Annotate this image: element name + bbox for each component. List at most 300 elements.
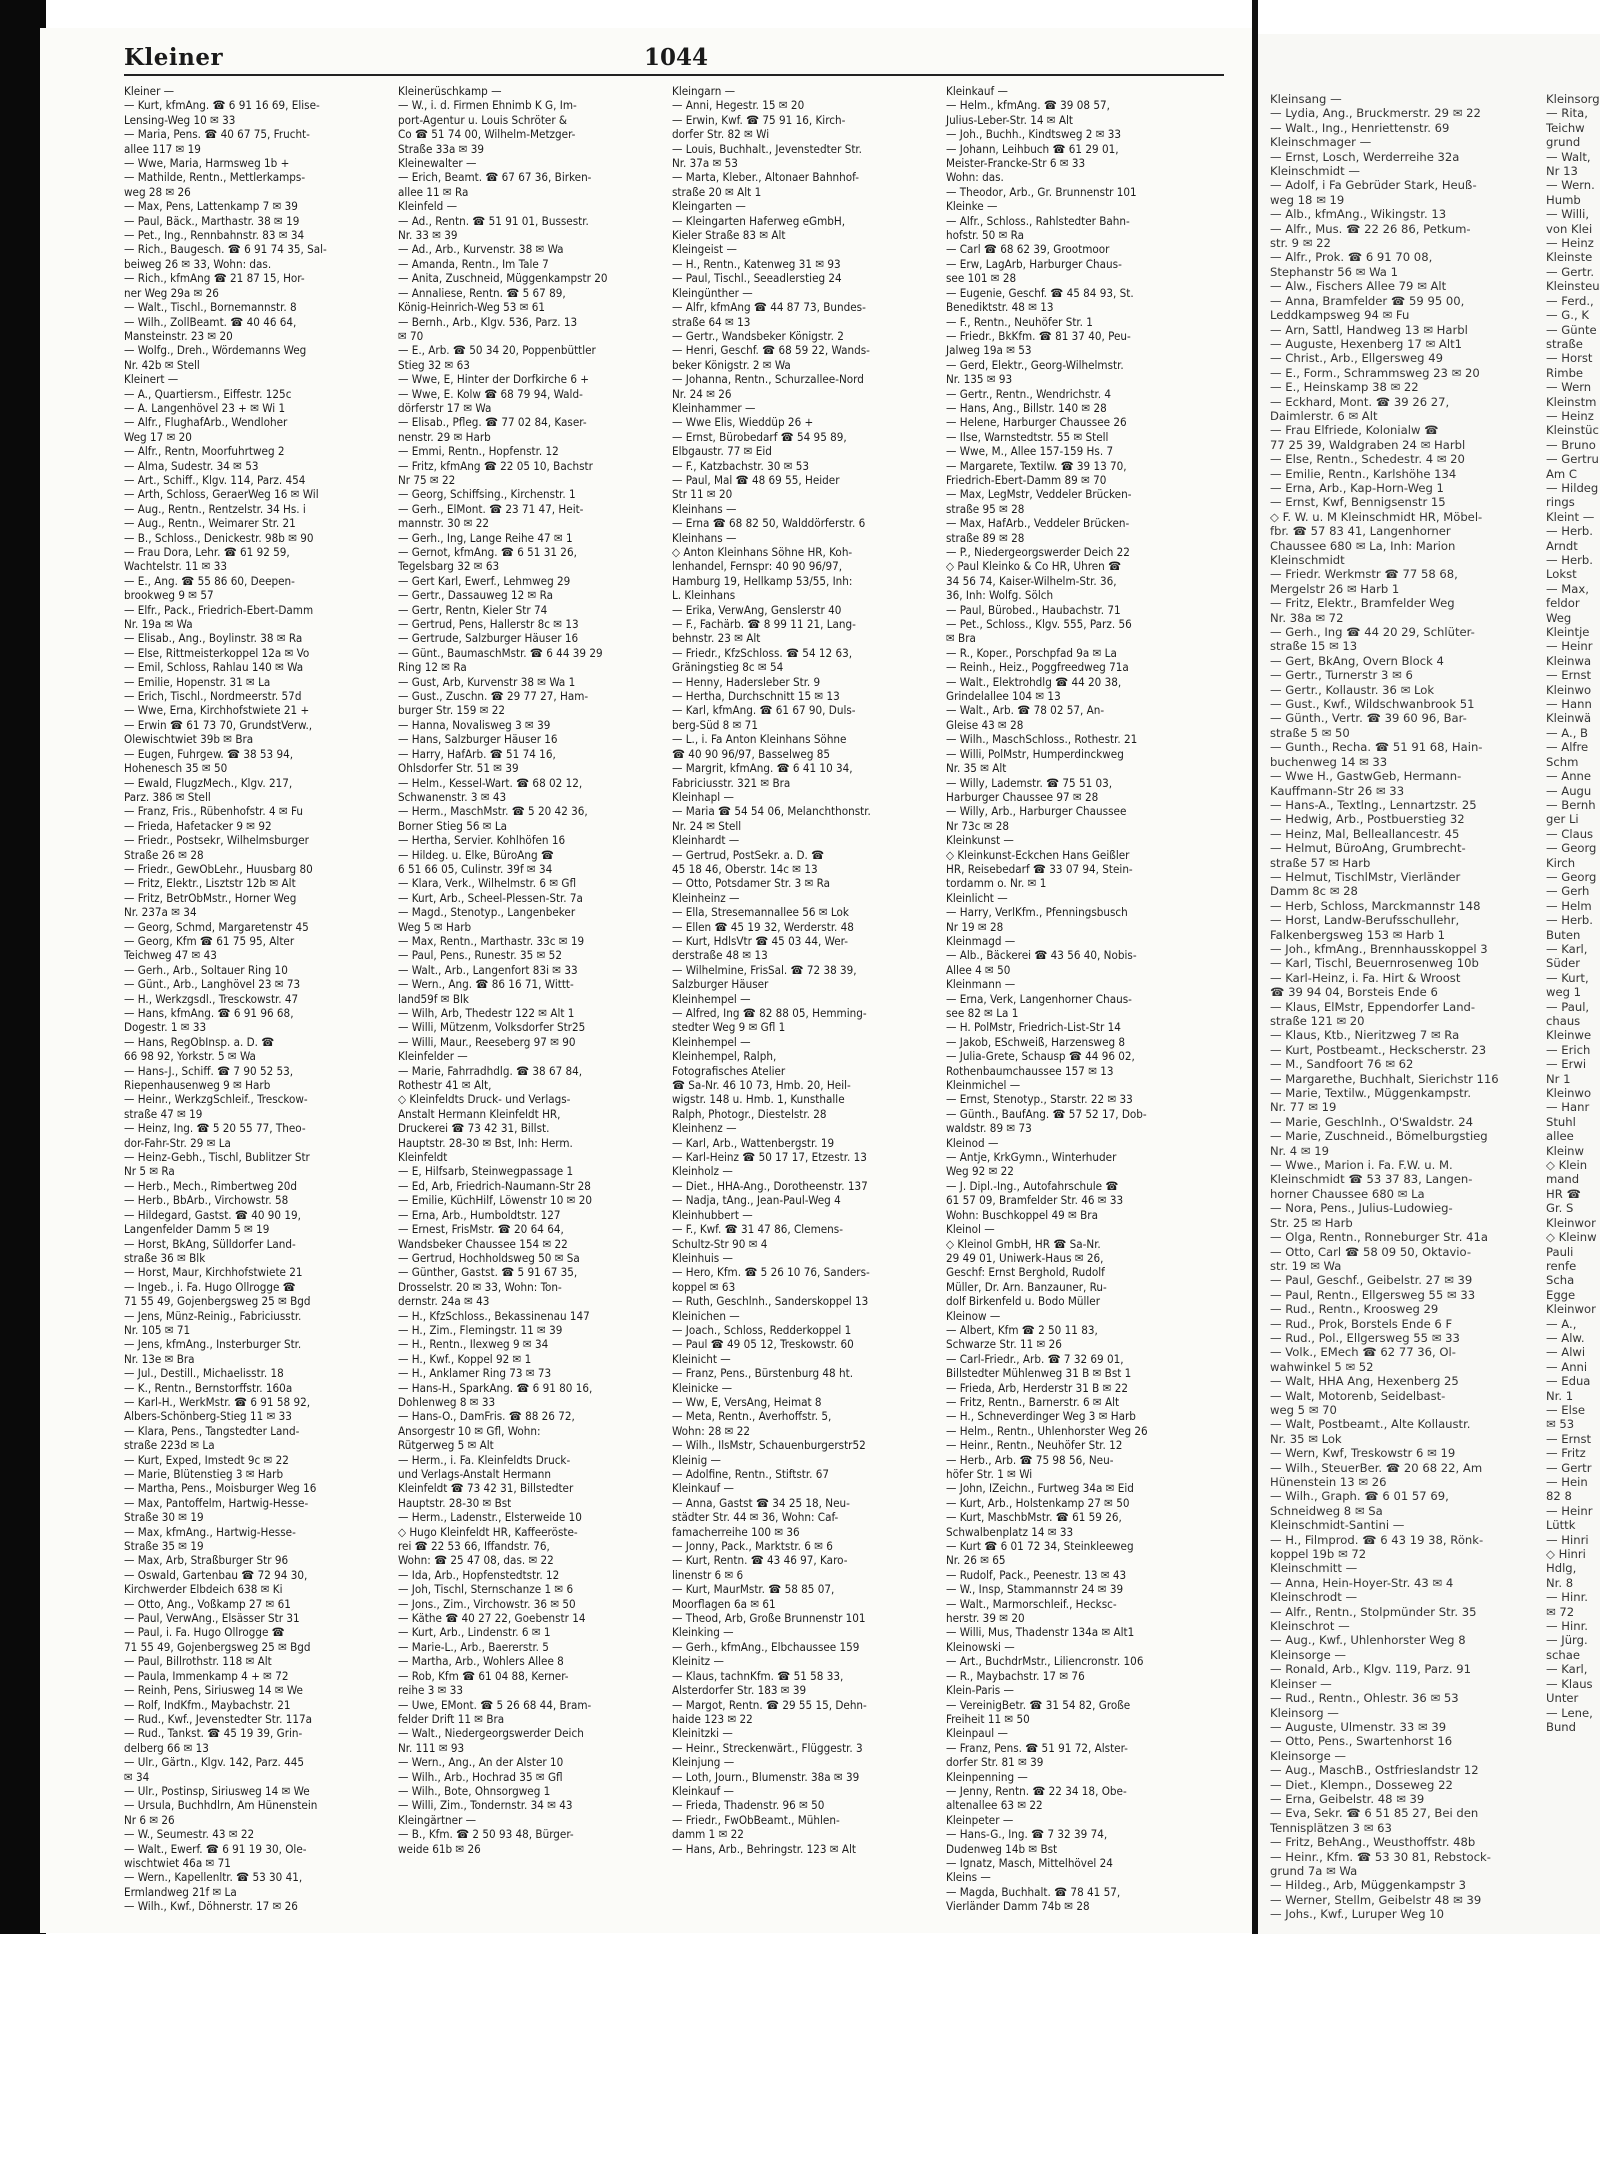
directory-entry: — Wern, Kwf, Treskowstr 6 ✉ 19 xyxy=(1270,1446,1456,1461)
directory-entry: derstraße 48 ✉ 13 xyxy=(672,948,768,963)
directory-entry: Parz. 386 ✉ Stell xyxy=(124,789,211,804)
directory-entry: — Volk., EMech ☎ 62 77 36, Ol- xyxy=(1270,1345,1456,1360)
directory-entry: haide 123 ✉ 22 xyxy=(672,1711,753,1726)
directory-entry: Anstalt Hermann Kleinfeldt HR, xyxy=(398,1106,561,1121)
directory-entry: 77 25 39, Waldgraben 24 ✉ Harbl xyxy=(1270,437,1466,452)
directory-entry: — Ulr., Postinsp, Siriusweg 14 ✉ We xyxy=(124,1783,310,1798)
directory-entry: — F., Rentn., Neuhöfer Str. 1 xyxy=(946,314,1093,329)
directory-entry: — Paul, Billrothstr. 118 ✉ Alt xyxy=(124,1654,272,1669)
directory-entry: Schwalbenplatz 14 ✉ 33 xyxy=(946,1524,1074,1539)
directory-entry: — Heinr., WerkzgSchleif., Tresckow- xyxy=(124,1092,308,1107)
directory-entry: — Herb., Mech., Rimbertweg 20d xyxy=(124,1178,298,1193)
directory-entry: Kleinw xyxy=(1546,1143,1585,1158)
directory-entry: — Rud., Kwf., Jevenstedter Str. 117a xyxy=(124,1711,312,1726)
directory-entry: — Gertru xyxy=(1546,452,1599,467)
directory-entry: straße 5 ✉ 50 xyxy=(1270,725,1350,740)
directory-entry: Langenfelder Damm 5 ✉ 19 xyxy=(124,1222,270,1237)
directory-entry: — Alw. xyxy=(1546,1330,1585,1345)
directory-entry: ◇ Klein xyxy=(1546,1158,1588,1173)
directory-entry: — Willy, Arb., Harburger Chaussee xyxy=(946,804,1127,819)
directory-entry: — W., i. d. Firmen Ehnimb K G, Im- xyxy=(398,98,577,113)
directory-entry: Kleinhempel — xyxy=(672,1034,751,1049)
directory-entry: koppel 19b ✉ 72 xyxy=(1270,1547,1367,1562)
directory-entry: — Wern., Kapellenltr. ☎ 53 30 41, xyxy=(124,1870,303,1885)
directory-entry: ☎ 40 90 96/97, Basselweg 85 xyxy=(672,746,831,761)
directory-entry: mand xyxy=(1546,1172,1580,1187)
directory-entry: Kleinwor xyxy=(1546,1215,1596,1230)
directory-entry: Lensing-Weg 10 ✉ 33 xyxy=(124,112,236,127)
directory-entry: ◇ Kleinw xyxy=(1546,1230,1597,1245)
directory-entry: — Willi, Mus, Thadenstr 134a ✉ Alt1 xyxy=(946,1625,1135,1640)
directory-entry: Kleinholz — xyxy=(672,1164,733,1179)
directory-entry: Kleinicht — xyxy=(672,1351,731,1366)
directory-entry: — Jakob, ESchweiß, Harzensweg 8 xyxy=(946,1034,1126,1049)
directory-entry: Kleinsang — xyxy=(1270,92,1342,106)
directory-entry: — Erna, Geibelstr. 48 ✉ 39 xyxy=(1270,1791,1425,1806)
directory-entry: — Ad., Arb., Kurvenstr. 38 ✉ Wa xyxy=(398,242,564,257)
directory-entry: — Erika, VerwAng, Genslerstr 40 xyxy=(672,602,842,617)
directory-entry: ◇ Kleinol GmbH, HR ☎ Sa-Nr. xyxy=(946,1236,1101,1251)
directory-entry: 45 18 46, Oberstr. 14c ✉ 13 xyxy=(672,861,818,876)
directory-entry: — Erna ☎ 68 82 50, Walddörferstr. 6 xyxy=(672,516,866,531)
directory-entry: straße 64 ✉ 13 xyxy=(672,314,751,329)
directory-entry: — Claus xyxy=(1546,826,1594,841)
directory-entry: — Anna, Hein-Hoyer-Str. 43 ✉ 4 xyxy=(1270,1575,1454,1590)
directory-entry: — Walt, Postbeamt., Alte Kollaustr. xyxy=(1270,1417,1471,1432)
directory-entry: — H., KfzSchloss., Bekassinenau 147 xyxy=(398,1308,590,1323)
directory-entry: — Paul, i. Fa. Hugo Ollrogge ☎ xyxy=(124,1625,285,1640)
directory-entry: Hünenstein 13 ✉ 26 xyxy=(1270,1475,1387,1489)
directory-entry: Kleinfelder — xyxy=(398,1049,468,1064)
directory-entry: Kieler Straße 83 ✉ Alt xyxy=(672,228,786,243)
directory-entry: — Klaus, tachnKfm. ☎ 51 58 33, xyxy=(672,1668,844,1683)
directory-entry: — Karl, kfmAng. ☎ 61 67 90, Duls- xyxy=(672,703,856,718)
directory-entry: — Max, kfmAng., Hartwig-Hesse- xyxy=(124,1524,296,1539)
directory-entry: — Helm xyxy=(1546,898,1592,913)
directory-entry: — Wilh., ZollBeamt. ☎ 40 46 64, xyxy=(124,314,297,329)
directory-entry: — Emilie, KüchHilf, Löwenstr 10 ✉ 20 xyxy=(398,1193,592,1208)
directory-entry: — Marta, Kleber., Altonaer Bahnhof- xyxy=(672,170,859,185)
directory-entry: — Heinr xyxy=(1546,1503,1593,1518)
directory-entry: — Kurt, HdlsVtr ☎ 45 03 44, Wer- xyxy=(672,933,848,948)
directory-entry: — Johs., Kwf., Luruper Weg 10 xyxy=(1270,1907,1444,1922)
right-page-column-1 xyxy=(1270,92,1532,1922)
directory-entry: — Alfred, Ing ☎ 82 88 05, Hemming- xyxy=(672,1006,867,1020)
directory-entry: — Otto, Pens., Swartenhorst 16 xyxy=(1270,1734,1453,1749)
directory-entry: und Verlags-Anstalt Hermann xyxy=(398,1467,552,1481)
directory-entry: — Günther, Gastst. ☎ 5 91 67 35, xyxy=(398,1265,578,1280)
directory-entry: — Emil, Schloss, Rahlau 140 ✉ Wa xyxy=(124,660,304,675)
directory-entry: — Hans, kfmAng. ☎ 6 91 96 68, xyxy=(124,1006,294,1020)
directory-entry: — B., Kfm. ☎ 2 50 93 48, Bürger- xyxy=(398,1827,574,1842)
directory-entry: — Maria ☎ 54 54 06, Melanchthonstr. xyxy=(672,804,871,819)
directory-entry: Meister-Francke-Str 6 ✉ 33 xyxy=(946,156,1086,171)
directory-entry: Kleinod — xyxy=(946,1135,999,1150)
directory-entry: — Wern. xyxy=(1546,178,1595,193)
directory-entry: — Paul, Tischl., Seeadlerstieg 24 xyxy=(672,271,842,286)
directory-entry: — Hann xyxy=(1546,697,1592,712)
directory-entry: — Horst, Maur, Kirchhofstwiete 21 xyxy=(124,1265,303,1280)
directory-entry: Unter xyxy=(1546,1691,1579,1706)
directory-entry: weg 18 ✉ 19 xyxy=(1270,192,1345,207)
directory-entry: Weg xyxy=(1546,610,1572,625)
directory-entry: — Jens, Münz-Reinig., Fabriciusstr. xyxy=(124,1308,302,1323)
directory-entry: — Wwe, E, Hinter der Dorfkirche 6 + xyxy=(398,372,590,387)
directory-entry: — Harry, HafArb. ☎ 51 74 16, xyxy=(398,746,556,761)
directory-entry: grund xyxy=(1546,135,1581,150)
directory-entry: Kleinhubbert — xyxy=(672,1207,753,1222)
directory-entry: Kleinicke — xyxy=(672,1380,733,1395)
directory-entry: — Hero, Kfm. ☎ 5 26 10 76, Sanders- xyxy=(672,1265,870,1280)
directory-entry: Scha xyxy=(1546,1273,1575,1288)
directory-entry: — Maria, Pens. ☎ 40 67 75, Frucht- xyxy=(124,127,310,142)
directory-entry: — Rolf, IndKfm., Maybachstr. 21 xyxy=(124,1697,291,1712)
directory-entry: — Gust., Zuschn. ☎ 29 77 27, Ham- xyxy=(398,689,589,704)
directory-entry: — Werner, Stellm, Geibelstr 48 ✉ 39 xyxy=(1270,1892,1482,1907)
directory-entry: Nr. 105 ✉ 71 xyxy=(124,1322,191,1337)
directory-entry: — H., Zim., Flemingstr. 11 ✉ 39 xyxy=(398,1322,563,1337)
directory-entry: — Erich, Tischl., Nordmeerstr. 57d xyxy=(124,689,302,704)
directory-entry: Kleinerüschkamp — xyxy=(398,84,502,98)
directory-entry: Kleinste xyxy=(1546,250,1593,265)
directory-entry: — Adolf, i Fa Gebrüder Stark, Heuß- xyxy=(1270,178,1477,193)
directory-entry: — Eugen, Fuhrgew. ☎ 38 53 94, xyxy=(124,746,294,761)
directory-entry: Nr. 38a ✉ 72 xyxy=(1270,610,1344,625)
directory-entry: — Walt., Tischl., Bornemannstr. 8 xyxy=(124,300,297,315)
directory-entry: wischtwiet 46a ✉ 71 xyxy=(124,1855,231,1870)
directory-entry: Kleinser — xyxy=(1270,1676,1332,1691)
directory-entry: — Lydia, Ang., Bruckmerstr. 29 ✉ 22 xyxy=(1270,106,1481,121)
directory-entry: — Klara, Pens., Tangstedter Land- xyxy=(124,1423,300,1438)
directory-entry: Buten xyxy=(1546,927,1581,942)
directory-entry: ◇ Paul Kleinko & Co HR, Uhren ☎ xyxy=(946,559,1122,574)
directory-entry: — Kurt, Arb., Holstenkamp 27 ✉ 50 xyxy=(946,1495,1130,1510)
directory-entry: — Paul, Bürobed., Haubachstr. 71 xyxy=(946,602,1121,617)
directory-entry: Nr. 26 ✉ 65 xyxy=(946,1553,1006,1568)
directory-entry: Lüttk xyxy=(1546,1518,1576,1533)
directory-entry: — L., i. Fa Anton Kleinhans Söhne xyxy=(672,732,847,747)
directory-entry: Kleinfeldt xyxy=(398,1150,448,1165)
directory-entry: Borner Stieg 56 ✉ La xyxy=(398,818,508,833)
directory-entry: — Horst xyxy=(1546,351,1593,366)
directory-entry: — Magda, Buchhalt. ☎ 78 41 57, xyxy=(946,1884,1121,1899)
directory-entry: — Willi, PolMstr, Humperdinckweg xyxy=(946,746,1124,761)
directory-entry: — Kurt, Arb., Lindenstr. 6 ✉ 1 xyxy=(398,1625,551,1640)
directory-entry: — Gerh., Arb., Soltauer Ring 10 xyxy=(124,962,288,977)
directory-entry: — Otto, Carl ☎ 58 09 50, Oktavio- xyxy=(1270,1244,1472,1259)
directory-entry: Weg 92 ✉ 22 xyxy=(946,1164,1014,1179)
directory-entry: L. Kleinhans xyxy=(672,588,736,603)
directory-entry: Nr. 33 ✉ 39 xyxy=(398,228,458,243)
directory-entry: — H., Anklamer Ring 73 ✉ 73 xyxy=(398,1366,552,1381)
directory-entry: Hohenesch 35 ✉ 50 xyxy=(124,761,228,776)
directory-entry: reihe 3 ✉ 33 xyxy=(398,1683,463,1698)
directory-entry: — Heinz, Ing. ☎ 5 20 55 77, Theo- xyxy=(124,1121,306,1136)
directory-entry: — Rich., Baugesch. ☎ 6 91 74 35, Sal- xyxy=(124,242,327,257)
directory-entry: — Marie, Textilw., Müggenkampstr. xyxy=(1270,1086,1472,1101)
directory-entry: — Erw, LagArb, Harburger Chaus- xyxy=(946,256,1122,271)
directory-entry: Straße 35 ✉ 19 xyxy=(124,1539,204,1554)
directory-entry: — Marie, Fahrradhdlg. ☎ 38 67 84, xyxy=(398,1063,583,1078)
directory-entry: — Gertrud, Pens, Hallerstr 8c ✉ 13 xyxy=(398,617,579,632)
directory-entry: — Hinr. xyxy=(1546,1619,1588,1634)
directory-entry: str. 19 ✉ Wa xyxy=(1270,1258,1342,1273)
directory-entry: Nr. 24 ✉ Stell xyxy=(672,818,742,833)
directory-entry: Kleinfeldt ☎ 73 42 31, Billstedter xyxy=(398,1481,574,1496)
directory-entry: — Fritz, BetrObMstr., Horner Weg xyxy=(124,890,297,905)
directory-entry: Kleinwe xyxy=(1546,1028,1592,1043)
directory-entry: — Wwe, E. Kolw ☎ 68 79 94, Wald- xyxy=(398,386,583,401)
directory-entry: ◇ Kleinfeldts Druck- und Verlags- xyxy=(398,1092,571,1107)
directory-entry: — Wern., Ang. ☎ 86 16 71, Wittt- xyxy=(398,977,574,992)
directory-entry: buchenweg 14 ✉ 33 xyxy=(1270,754,1388,769)
directory-entry: — Oswald, Gartenbau ☎ 72 94 30, xyxy=(124,1567,308,1582)
directory-entry: Kauffmann-Str 26 ✉ 33 xyxy=(1270,783,1405,798)
directory-entry: 34 56 74, Kaiser-Wilhelm-Str. 36, xyxy=(946,573,1117,588)
directory-entry: — Hans, Salzburger Häuser 16 xyxy=(398,732,558,747)
directory-entry: — Gertr., Kollaustr. 36 ✉ Lok xyxy=(1270,682,1435,697)
directory-entry: — Wilhelmine, FrisSal. ☎ 72 38 39, xyxy=(672,962,857,977)
directory-entry: renfe xyxy=(1546,1258,1577,1273)
directory-entry: — Kurt ☎ 6 01 72 34, Steinkleeweg xyxy=(946,1539,1134,1554)
directory-entry: — Christ., Arb., Ellgersweg 49 xyxy=(1270,351,1443,366)
directory-entry: berg-Süd 8 ✉ 71 xyxy=(672,717,758,732)
directory-entry: — Frau Elfriede, Kolonialw ☎ xyxy=(1270,423,1439,438)
directory-entry: Kleinking — xyxy=(672,1625,734,1640)
directory-entry: Kleinhammer — xyxy=(672,400,756,415)
directory-entry: — A., B xyxy=(1546,725,1589,740)
directory-entry: — E., Arb. ☎ 50 34 20, Poppenbüttler xyxy=(398,343,596,358)
directory-entry: Gr. S xyxy=(1546,1201,1574,1216)
directory-entry: — Hanr xyxy=(1546,1100,1590,1115)
directory-entry: Kleinkauf — xyxy=(672,1783,734,1798)
directory-entry: altenallee 63 ✉ 22 xyxy=(946,1798,1043,1813)
directory-entry: — Kurt, Exped, Imstedt 9c ✉ 22 xyxy=(124,1452,289,1467)
directory-entry: — Jul., Destill., Michaelisstr. 18 xyxy=(124,1366,284,1381)
directory-entry: Grindelallee 104 ✉ 13 xyxy=(946,689,1061,704)
directory-entry: Elbgaustr. 77 ✉ Eid xyxy=(672,444,772,459)
directory-entry: Hamburg 19, Hellkamp 53/55, Inh: xyxy=(672,573,853,588)
directory-entry: Jalweg 19a ✉ 53 xyxy=(946,343,1032,358)
directory-entry: rei ☎ 22 53 66, Iffandstr. 76, xyxy=(398,1539,550,1554)
directory-entry: chaus xyxy=(1546,1014,1581,1028)
directory-entry: — Otto, Ang., Voßkamp 27 ✉ 61 xyxy=(124,1596,291,1611)
directory-entry: brookweg 9 ✉ 57 xyxy=(124,588,214,603)
directory-entry: — Hertha, Servier. Kohlhöfen 16 xyxy=(398,833,566,848)
directory-column-1 xyxy=(124,84,384,1914)
directory-entry: wigstr. 148 u. Hmb. 1, Kunsthalle xyxy=(672,1092,845,1107)
directory-entry: Fabriciusstr. 321 ✉ Bra xyxy=(672,775,791,790)
directory-entry: — Ronald, Arb., Klgv. 119, Parz. 91 xyxy=(1270,1662,1471,1677)
directory-entry: — Elfr., Pack., Friedrich-Ebert-Damm xyxy=(124,602,314,617)
directory-entry: Mansteinstr. 23 ✉ 20 xyxy=(124,328,233,343)
directory-entry: Chaussee 680 ✉ La, Inh: Marion xyxy=(1270,538,1456,553)
directory-entry: — Emmi, Rentn., Hopfenstr. 12 xyxy=(398,444,559,459)
directory-entry: Nr 75 ✉ 22 xyxy=(398,472,456,487)
directory-entry: — Art., BuchdrMstr., Liliencronstr. 106 xyxy=(946,1654,1144,1669)
directory-entry: Kleinsteu xyxy=(1546,279,1600,294)
directory-entry: — Jürg. xyxy=(1546,1633,1588,1648)
directory-entry: allee xyxy=(1546,1129,1574,1144)
directory-entry: — Erna, Arb., Kap-Horn-Weg 1 xyxy=(1270,480,1444,495)
directory-entry: see 101 ✉ 28 xyxy=(946,271,1017,286)
directory-entry: — H. PolMstr, Friedrich-List-Str 14 xyxy=(946,1020,1121,1035)
directory-entry: — Jons., Zim., Virchowstr. 36 ✉ 50 xyxy=(398,1596,576,1611)
directory-entry: 36, Inh: Wolfg. Sölch xyxy=(946,588,1054,603)
directory-entry: Kirch xyxy=(1546,855,1576,870)
directory-entry: straße 95 ✉ 28 xyxy=(946,501,1025,516)
directory-entry: Kleinitz — xyxy=(672,1654,724,1669)
directory-entry: Kleinpaul — xyxy=(946,1726,1008,1741)
directory-entry: — Eva, Sekr. ☎ 6 51 85 27, Bei den xyxy=(1270,1806,1479,1821)
directory-entry: — Fritz, kfmAng ☎ 22 05 10, Bachstr xyxy=(398,458,593,473)
directory-entry: 66 98 92, Yorkstr. 5 ✉ Wa xyxy=(124,1049,256,1064)
directory-entry: — Ernst, Kwf, Bennigsenstr 15 xyxy=(1270,495,1446,510)
directory-entry: beiweg 26 ✉ 33, Wohn: das. xyxy=(124,256,272,271)
directory-entry: Kleinitzki — xyxy=(672,1726,733,1741)
directory-entry: — Joh, Tischl, Sternschanze 1 ✉ 6 xyxy=(398,1582,574,1597)
directory-entry: — G., K xyxy=(1546,308,1589,323)
directory-entry: — Walt., Marmorschleif., Hecksc- xyxy=(946,1596,1117,1611)
directory-entry: — Martha, Pens., Moisburger Weg 16 xyxy=(124,1481,317,1496)
directory-entry: — Arn, Sattl, Handweg 13 ✉ Harbl xyxy=(1270,322,1468,337)
directory-entry: Schwanenstr. 3 ✉ 43 xyxy=(398,789,507,804)
directory-entry: weide 61b ✉ 26 xyxy=(398,1841,481,1856)
directory-entry: Kleinow — xyxy=(946,1308,1001,1323)
directory-entry: — Friedr., GewObLehr., Huusbarg 80 xyxy=(124,861,313,876)
directory-entry: — Ww, E, VersAng, Heimat 8 xyxy=(672,1394,822,1409)
directory-entry: — Aug., Rentn., Weimarer Str. 21 xyxy=(124,516,296,531)
directory-column-3 xyxy=(672,84,932,1914)
directory-entry: dorfer Str. 82 ✉ Wi xyxy=(672,127,770,142)
directory-entry: — Rud., Pol., Ellgersweg 55 ✉ 33 xyxy=(1270,1330,1460,1345)
directory-entry: — Günt., Arb., Langhövel 23 ✉ 73 xyxy=(124,977,301,992)
directory-entry: — Willi, Mützenm, Volksdorfer Str25 xyxy=(398,1020,586,1035)
directory-entry: Ermlandweg 21f ✉ La xyxy=(124,1884,237,1899)
directory-entry: — Wilh., IlsMstr, Schauenburgerstr52 xyxy=(672,1438,866,1453)
directory-entry: Kleinhempel, Ralph, xyxy=(672,1049,777,1064)
directory-entry: — F., Kwf. ☎ 31 47 86, Clemens- xyxy=(672,1222,843,1237)
directory-entry: städter Str. 44 ✉ 36, Wohn: Caf- xyxy=(672,1510,839,1525)
directory-entry: — Elisab., Ang., Boylinstr. 38 ✉ Ra xyxy=(124,631,303,646)
directory-entry: — Gerh., Ing ☎ 44 20 29, Schlüter- xyxy=(1270,625,1475,640)
directory-entry: — Henri, Geschf. ☎ 68 59 22, Wands- xyxy=(672,343,870,358)
directory-entry: — Paul, Bäck., Marthastr. 38 ✉ 19 xyxy=(124,213,300,228)
directory-entry: ☎ 39 94 04, Borsteis Ende 6 xyxy=(1270,985,1438,1000)
directory-entry: Kleingärtner — xyxy=(398,1812,477,1827)
directory-entry: — Louis, Buchhalt., Jevenstedter Str. xyxy=(672,141,862,156)
directory-entry: damm 1 ✉ 22 xyxy=(672,1827,744,1842)
directory-entry: — Anna, Bramfelder ☎ 59 95 00, xyxy=(1270,293,1465,308)
directory-entry: — A., xyxy=(1546,1316,1577,1331)
directory-entry: — Karl, xyxy=(1546,1662,1588,1677)
directory-entry: — H., Schneverdinger Weg 3 ✉ Harb xyxy=(946,1409,1136,1424)
directory-entry: — Hedwig, Arb., Postbuerstieg 32 xyxy=(1270,812,1465,827)
directory-entry: — Walt., Ewerf. ☎ 6 91 19 30, Ole- xyxy=(124,1841,307,1856)
directory-entry: 82 8 xyxy=(1546,1489,1572,1504)
directory-entry: Wohn: 28 ✉ 22 xyxy=(672,1423,750,1438)
directory-entry: — Paul, Rentn., Ellgersweg 55 ✉ 33 xyxy=(1270,1287,1476,1302)
directory-entry: Kleinheinz — xyxy=(672,890,740,905)
directory-entry: Kleinichen — xyxy=(672,1308,740,1323)
directory-entry: — Paul, Pens., Runestr. 35 ✉ 52 xyxy=(398,948,562,963)
directory-entry: — Helm., Rentn., Uhlenhorster Weg 26 xyxy=(946,1423,1148,1438)
directory-entry: — Gerd, Elektr., Georg-Wilhelmstr. xyxy=(946,357,1124,372)
directory-entry: — Ernst xyxy=(1546,1431,1592,1446)
directory-entry: — Herb., BbArb., Virchowstr. 58 xyxy=(124,1193,289,1208)
directory-entry: allee 117 ✉ 19 xyxy=(124,141,201,156)
directory-entry: — Wilh, Arb, Thedestr 122 ✉ Alt 1 xyxy=(398,1006,575,1020)
directory-entry: Kleingeist — xyxy=(672,242,737,257)
directory-entry: — Walt, xyxy=(1546,149,1591,164)
directory-entry: — Kurt, xyxy=(1546,970,1589,985)
directory-entry: — Edua xyxy=(1546,1374,1591,1389)
directory-entry: — Erna, Arb., Humboldtstr. 127 xyxy=(398,1207,561,1222)
directory-entry: — Ernst, Stenotyp., Starstr. 22 ✉ 33 xyxy=(946,1092,1133,1107)
directory-entry: — Gertr, Rentn, Kieler Str 74 xyxy=(398,602,548,617)
directory-entry: — Else, Rentn., Schedestr. 4 ✉ 20 xyxy=(1270,452,1465,467)
directory-entry: Kleinol — xyxy=(946,1222,995,1237)
directory-entry: — Hans-J., Schiff. ☎ 7 90 52 53, xyxy=(124,1063,294,1078)
directory-entry: mannstr. 30 ✉ 22 xyxy=(398,516,490,531)
directory-entry: — Albert, Kfm ☎ 2 50 11 83, xyxy=(946,1322,1098,1337)
directory-entry: — Marie-L., Arb., Baererstr. 5 xyxy=(398,1639,549,1654)
directory-entry: schae xyxy=(1546,1647,1581,1662)
directory-entry: Humb xyxy=(1546,192,1581,207)
directory-entry: — Fritz, BehAng., Weusthoffstr. 48b xyxy=(1270,1835,1476,1850)
directory-entry: HR ☎ xyxy=(1546,1186,1581,1201)
directory-entry: Kleinkunst — xyxy=(946,833,1014,848)
directory-entry: — Ellen ☎ 45 19 32, Werderstr. 48 xyxy=(672,919,854,934)
directory-entry: — Joach., Schloss, Redderkoppel 1 xyxy=(672,1322,852,1337)
directory-entry: Kleinsorg xyxy=(1546,92,1600,106)
directory-entry: Nr. 35 ✉ Alt xyxy=(946,761,1007,776)
directory-entry: — Gust., Kwf., Wildschwanbrook 51 xyxy=(1270,697,1475,712)
directory-entry: — Herm., Ladenstr., Elsterweide 10 xyxy=(398,1510,582,1525)
directory-entry: — Rud., Prok, Borstels Ende 6 F xyxy=(1270,1316,1453,1331)
directory-entry: Kleinmichel — xyxy=(946,1078,1021,1093)
directory-entry: land59f ✉ Blk xyxy=(398,991,469,1006)
directory-entry: — Hans-G., Ing. ☎ 7 32 39 74, xyxy=(946,1827,1108,1842)
directory-entry: — Ed, Arb, Friedrich-Naumann-Str 28 xyxy=(398,1178,591,1193)
directory-entry: — Margarethe, Buchhalt, Sierichstr 116 xyxy=(1270,1071,1499,1086)
directory-entry: — Ruth, Geschlnh., Sanderskoppel 13 xyxy=(672,1294,869,1309)
directory-entry: Kleinewalter — xyxy=(398,156,477,171)
directory-entry: straße 223d ✉ La xyxy=(124,1438,215,1453)
directory-entry: — Klaus xyxy=(1546,1676,1593,1691)
directory-entry: Pauli xyxy=(1546,1244,1574,1259)
directory-entry: — Friedr., Postsekr, Wilhelmsburger xyxy=(124,833,309,848)
directory-entry: — Uwe, EMont. ☎ 5 26 68 44, Bram- xyxy=(398,1697,592,1712)
directory-entry: — Karl-Heinz, i. Fa. Hirt & Wroost xyxy=(1270,970,1461,985)
directory-entry: see 82 ✉ La 1 xyxy=(946,1006,1019,1020)
directory-entry: — Bernh., Arb., Klgv. 536, Parz. 13 xyxy=(398,314,578,329)
directory-entry: Str. 25 ✉ Harb xyxy=(1270,1215,1353,1230)
page-number: 1044 xyxy=(644,44,709,71)
directory-entry: — Alfr., Rentn., Stolpmünder Str. 35 xyxy=(1270,1604,1477,1619)
directory-entry: — B., Schloss., Denickestr. 98b ✉ 90 xyxy=(124,530,314,545)
directory-entry: — Alw., Fischers Allee 79 ✉ Alt xyxy=(1270,279,1447,294)
directory-entry: — H., Rentn., Ilexweg 9 ✉ 34 xyxy=(398,1337,549,1352)
directory-entry: — Hans-H., SparkAng. ☎ 6 91 80 16, xyxy=(398,1380,593,1395)
directory-entry: — Wwe., Marion i. Fa. F.W. u. M. xyxy=(1270,1158,1453,1173)
directory-entry: — Marie, Blütenstieg 3 ✉ Harb xyxy=(124,1467,284,1481)
directory-columns xyxy=(124,84,1224,1914)
directory-entry: Kleinschmager — xyxy=(1270,135,1372,150)
directory-entry: — Gertr. xyxy=(1546,264,1595,279)
directory-entry: — Erna, Verk, Langenhorner Chaus- xyxy=(946,991,1132,1006)
directory-entry: — Wwe H., GastwGeb, Hermann- xyxy=(1270,769,1462,784)
